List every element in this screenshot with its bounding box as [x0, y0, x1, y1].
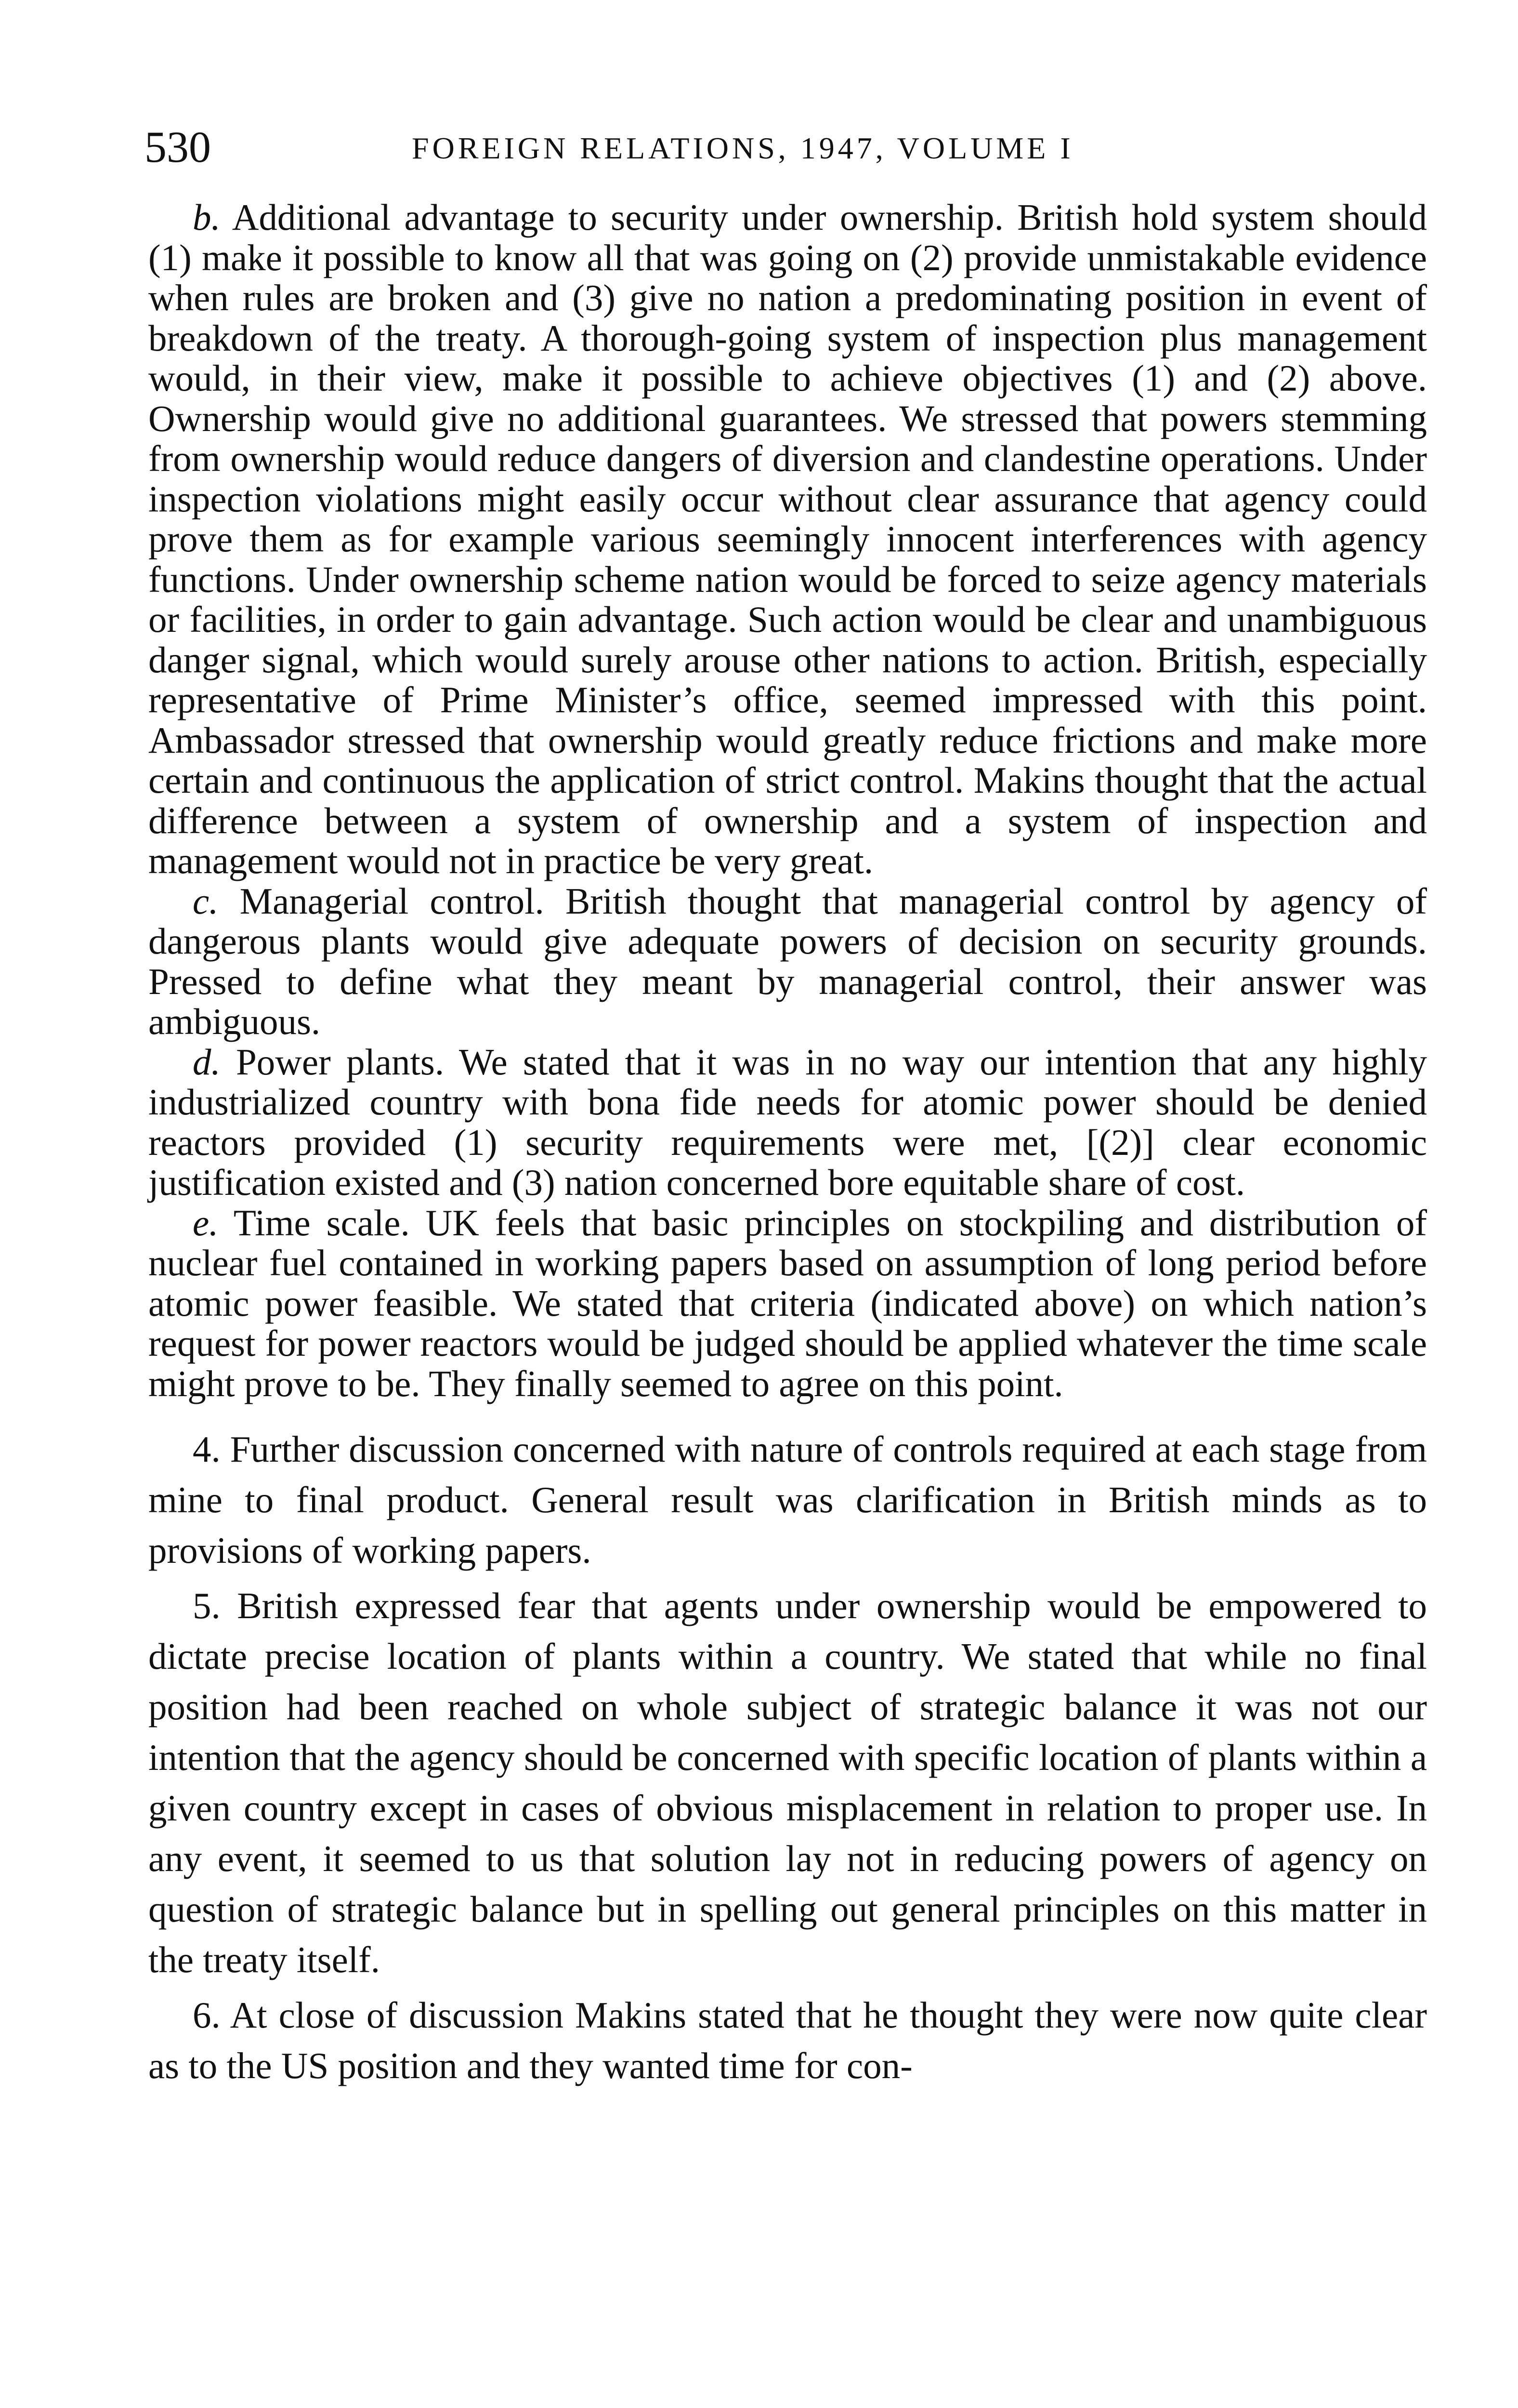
paragraph-4: 4. Further discussion concerned with nature of controls required at each stage from mine to final product. General result was clarification in British minds as to provisions of working papers. [148, 1428, 1427, 1571]
paragraph-5: 5. British expressed fear that agents under ownership would be empowered to dictate precise location of plants within a country. We stated that while no final position had been reached on whole subject of strategic balance it was not our intention that the agency should be concerned with specific location of plants within a given country except in cases of obvious misplacement in relation to proper use. In any event, it seemed to us that solution lay not in reducing powers of agency on question of strategic balance but in spelling out general principles on this matter in the treaty itself. [148, 1585, 1427, 1980]
item-text: Power plants. We stated that it was in no way our intention that any highly industrialized country with bona fide needs for atomic power should be denied reactors provided (1) security requirements were met, [(2)] clear economic justification existed and (3) nation concerned bore equitable share of cost. [148, 1041, 1427, 1203]
item-b [148, 197, 1427, 881]
body-text [148, 197, 1427, 2096]
item-e [148, 1203, 1427, 1404]
item-c [148, 881, 1427, 1042]
item-text: Time scale. UK feels that basic principles on stockpiling and distribution of nuclear fuel contained in working papers based on assumption of long period before atomic power feasible. We stated that criteria (indicated above) on which nation’s request for power reactors would be judged should be applied whatever the time scale might prove to be. They finally seemed to agree on this point. [148, 1202, 1427, 1404]
page-header [144, 118, 1435, 176]
running-title: FOREIGN RELATIONS, 1947, VOLUME I [412, 131, 1074, 165]
item-label: c. [193, 880, 219, 922]
page-number: 530 [144, 122, 211, 171]
item-text: Managerial control. British thought that managerial control by agency of dangerous plants would give adequate powers of decision on security grounds. Pressed to define what they meant by managerial control, their answer was ambiguous. [148, 880, 1427, 1042]
item-label: e. [193, 1202, 219, 1243]
item-text: Additional advantage to security under ownership. British hold system should (1) make it possible to know all that was going on (2) provide unmistakable evidence when rules are broken and (3) give no nation a predominating position in event of breakdown of the treaty. A thorough-going system of inspection plus management would, in their view, make it possible to achieve objectives (1) and (2) above. Ownership would give no additional guarantees. We stressed that powers stemming from ownership would reduce dangers of diversion and clandestine operations. Under inspection violations might easily occur without clear assurance that agency could prove them as for example various seemingly innocent interferences with agency functions. Under ownership scheme nation would be forced to seize agency materials or facilities, in order to gain advantage. Such action would be clear and unambiguous danger signal, which would surely arouse other nations to action. British, especially representative of Prime Minister’s office, seemed impressed with this point. Ambassador stressed that ownership would greatly reduce frictions and make more certain and continuous the application of strict control. Makins thought that the actual difference between a system of ownership and a system of inspection and management would not in practice be very great. [148, 196, 1427, 881]
item-d [148, 1042, 1427, 1203]
item-label: d. [193, 1041, 221, 1083]
numbered-paragraphs [148, 1424, 1427, 2091]
paragraph-6: 6. At close of discussion Makins stated that he thought they were now quite clear as to the US position and they wanted time for con- [148, 1994, 1427, 2086]
lettered-items [148, 197, 1427, 1404]
item-label: b. [193, 196, 221, 238]
